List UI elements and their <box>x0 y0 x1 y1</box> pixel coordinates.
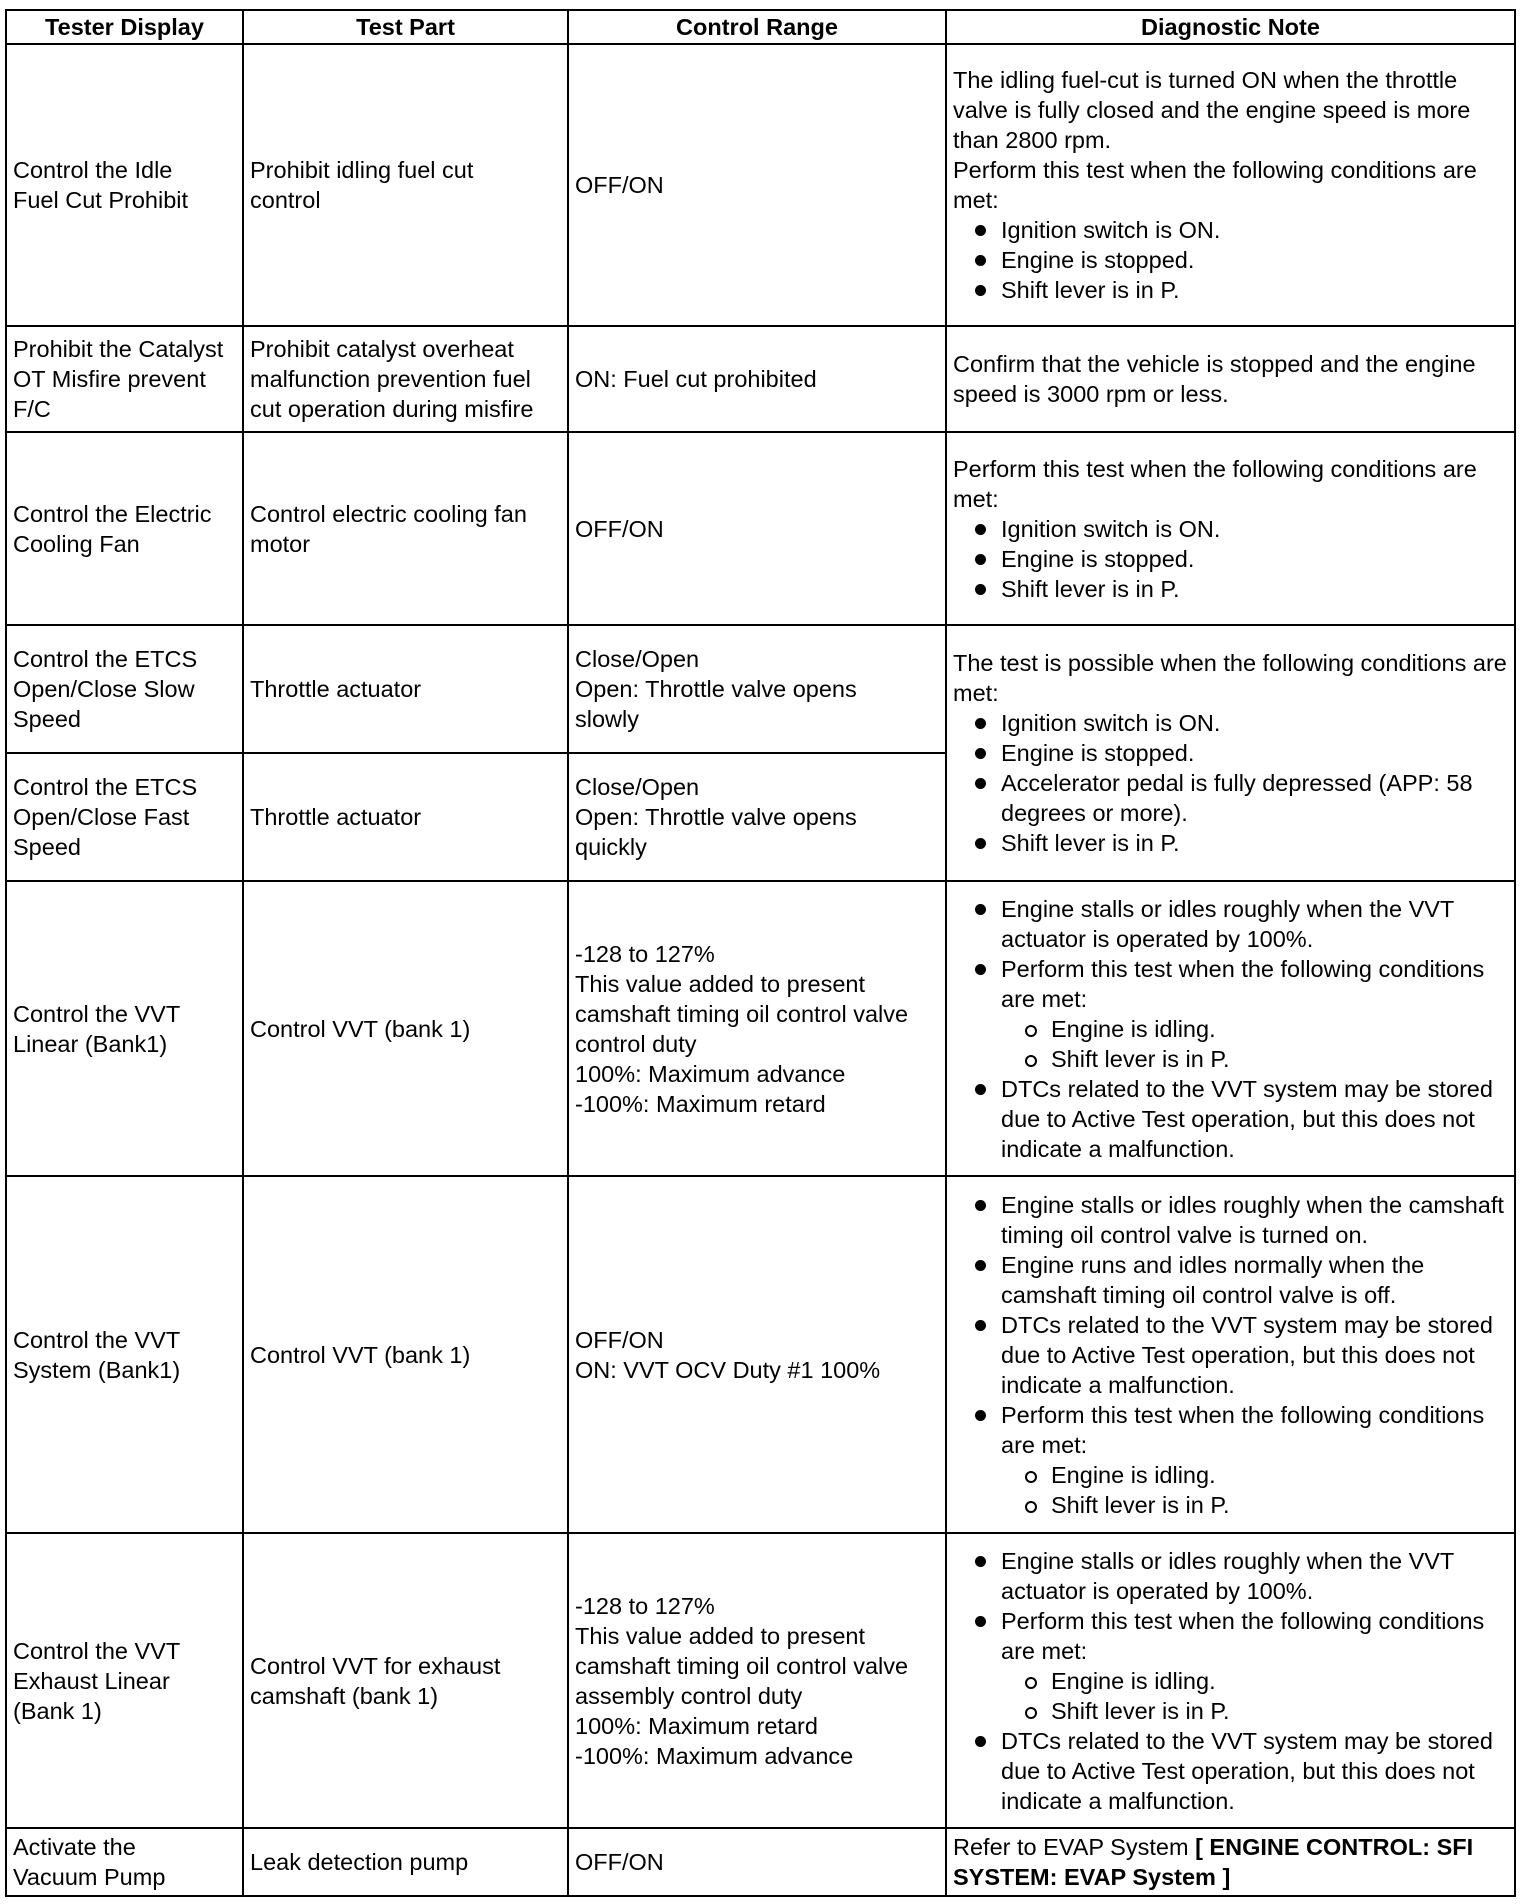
control-range-cell: OFF/ON ON: VVT OCV Duty #1 100% <box>568 1176 946 1533</box>
header-tester-display: Tester Display <box>6 10 243 44</box>
control-range-cell: Close/Open Open: Throttle valve opens slowly <box>568 625 946 753</box>
table-row <box>6 1533 1515 1828</box>
test-part-cell: Control VVT (bank 1) <box>243 881 568 1176</box>
control-range-cell: OFF/ON <box>568 44 946 326</box>
bullet-item: Engine stalls or idles roughly when the VVT actuator is operated by 100%. <box>953 894 1508 954</box>
active-test-table <box>5 9 1516 1897</box>
note-text: The test is possible when the following conditions are met: <box>953 650 1507 706</box>
bullet-text: Perform this test when the following conditions are met: <box>1001 1607 1485 1664</box>
bullet-item: Shift lever is in P. <box>953 828 1508 858</box>
sub-bullet-item: Shift lever is in P. <box>1001 1044 1508 1074</box>
table-row <box>6 1176 1515 1533</box>
sub-bullet-list <box>1001 1460 1508 1520</box>
diagnostic-note-cell <box>946 1828 1515 1896</box>
control-range-cell: OFF/ON <box>568 432 946 625</box>
note-text: Perform this test when the following conditions are met: <box>953 455 1477 512</box>
sub-bullet-item: Shift lever is in P. <box>1001 1696 1508 1726</box>
table-row <box>6 881 1515 1176</box>
header-test-part: Test Part <box>243 10 568 44</box>
bullet-item <box>953 1400 1508 1520</box>
tester-display-cell: Prohibit the Catalyst OT Misfire prevent F/C <box>6 326 243 432</box>
bullet-text: Perform this test when the following conditions are met: <box>1001 1401 1485 1458</box>
evap-system-reference-link[interactable]: [ ENGINE CONTROL: SFI SYSTEM: EVAP System ] <box>953 1834 1474 1890</box>
tester-display-cell: Control the ETCS Open/Close Slow Speed <box>6 625 243 753</box>
test-part-cell: Throttle actuator <box>243 625 568 753</box>
test-part-cell: Prohibit catalyst overheat malfunction prevention fuel cut operation during misfire <box>243 326 568 432</box>
bullet-item: DTCs related to the VVT system may be stored due to Active Test operation, but this does not indicate a malfunction. <box>953 1310 1508 1400</box>
control-range-cell: -128 to 127% This value added to present camshaft timing oil control valve control duty 100%: Maximum advance -100%: Maximum retard <box>568 881 946 1176</box>
table-row <box>6 44 1515 326</box>
diagnostic-note-cell <box>946 44 1515 326</box>
sub-bullet-item: Engine is idling. <box>1001 1014 1508 1044</box>
tester-display-cell: Control the ETCS Open/Close Fast Speed <box>6 753 243 881</box>
control-range-cell: -128 to 127% This value added to present camshaft timing oil control valve assembly control duty 100%: Maximum retard -100%: Maximum advance <box>568 1533 946 1828</box>
test-part-cell: Throttle actuator <box>243 753 568 881</box>
sub-bullet-list <box>1001 1666 1508 1726</box>
sub-bullet-list <box>1001 1014 1508 1074</box>
bullet-list <box>953 215 1508 305</box>
test-part-cell: Prohibit idling fuel cut control <box>243 44 568 326</box>
bullet-item: DTCs related to the VVT system may be stored due to Active Test operation, but this does not indicate a malfunction. <box>953 1074 1508 1164</box>
bullet-item: Ignition switch is ON. <box>953 215 1508 245</box>
bullet-item: Engine is stopped. <box>953 245 1508 275</box>
table-row <box>6 432 1515 625</box>
bullet-item: DTCs related to the VVT system may be stored due to Active Test operation, but this does not indicate a malfunction. <box>953 1726 1508 1816</box>
bullet-list <box>953 894 1508 1164</box>
tester-display-cell: Control the VVT System (Bank1) <box>6 1176 243 1533</box>
tester-display-cell: Control the Idle Fuel Cut Prohibit <box>6 44 243 326</box>
control-range-cell: ON: Fuel cut prohibited <box>568 326 946 432</box>
control-range-cell: OFF/ON <box>568 1828 946 1896</box>
bullet-item: Ignition switch is ON. <box>953 514 1508 544</box>
diagnostic-note-cell <box>946 1176 1515 1533</box>
bullet-list <box>953 514 1508 604</box>
tester-display-cell: Control the Electric Cooling Fan <box>6 432 243 625</box>
note-text: Refer to EVAP System <box>953 1834 1196 1860</box>
header-control-range: Control Range <box>568 10 946 44</box>
bullet-item <box>953 1606 1508 1726</box>
bullet-list <box>953 1546 1508 1816</box>
note-text: Perform this test when the following conditions are met: <box>953 157 1477 213</box>
bullet-item: Engine stalls or idles roughly when the camshaft timing oil control valve is turned on. <box>953 1190 1508 1250</box>
test-part-cell: Control electric cooling fan motor <box>243 432 568 625</box>
bullet-text: Perform this test when the following conditions are met: <box>1001 955 1485 1012</box>
bullet-list <box>953 1190 1508 1520</box>
diagnostic-note-cell <box>946 432 1515 625</box>
table-row <box>6 326 1515 432</box>
diagnostic-note-cell <box>946 625 1515 881</box>
note-text: The idling fuel-cut is turned ON when the throttle valve is fully closed and the engine speed is more than 2800 rpm. <box>953 67 1471 153</box>
bullet-item: Shift lever is in P. <box>953 275 1508 305</box>
tester-display-cell: Activate the Vacuum Pump <box>6 1828 243 1896</box>
bullet-item: Engine runs and idles normally when the camshaft timing oil control valve is off. <box>953 1250 1508 1310</box>
bullet-item: Accelerator pedal is fully depressed (APP: 58 degrees or more). <box>953 768 1508 828</box>
bullet-list <box>953 708 1508 858</box>
bullet-item: Engine stalls or idles roughly when the VVT actuator is operated by 100%. <box>953 1546 1508 1606</box>
diagnostic-note-cell <box>946 1533 1515 1828</box>
sub-bullet-item: Shift lever is in P. <box>1001 1490 1508 1520</box>
bullet-item: Engine is stopped. <box>953 738 1508 768</box>
test-part-cell: Control VVT for exhaust camshaft (bank 1) <box>243 1533 568 1828</box>
table-row <box>6 1828 1515 1896</box>
header-row <box>6 10 1515 44</box>
bullet-item <box>953 954 1508 1074</box>
test-part-cell: Control VVT (bank 1) <box>243 1176 568 1533</box>
diagnostic-note-cell: Confirm that the vehicle is stopped and the engine speed is 3000 rpm or less. <box>946 326 1515 432</box>
control-range-cell: Close/Open Open: Throttle valve opens quickly <box>568 753 946 881</box>
header-diagnostic-note: Diagnostic Note <box>946 10 1515 44</box>
sub-bullet-item: Engine is idling. <box>1001 1666 1508 1696</box>
sub-bullet-item: Engine is idling. <box>1001 1460 1508 1490</box>
test-part-cell: Leak detection pump <box>243 1828 568 1896</box>
tester-display-cell: Control the VVT Linear (Bank1) <box>6 881 243 1176</box>
bullet-item: Shift lever is in P. <box>953 574 1508 604</box>
table-row <box>6 625 1515 753</box>
bullet-item: Engine is stopped. <box>953 544 1508 574</box>
tester-display-cell: Control the VVT Exhaust Linear (Bank 1) <box>6 1533 243 1828</box>
bullet-item: Ignition switch is ON. <box>953 708 1508 738</box>
diagnostic-note-cell <box>946 881 1515 1176</box>
